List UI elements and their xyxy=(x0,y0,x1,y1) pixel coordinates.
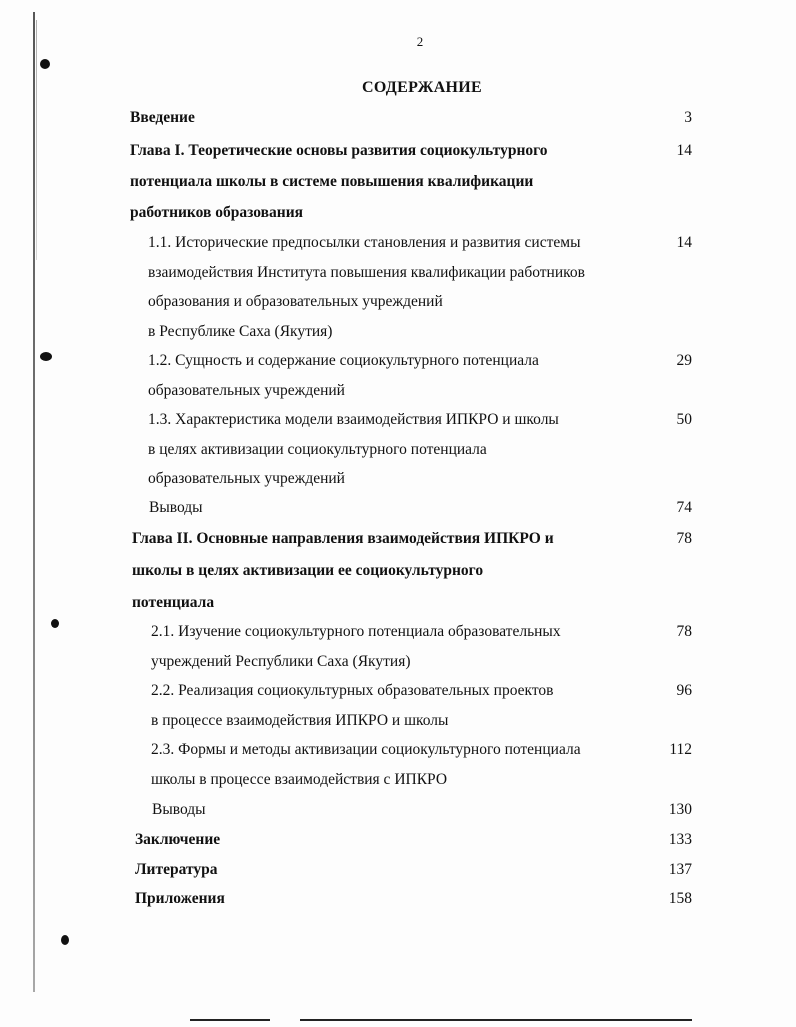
toc-entry-line: Глава I. Теоретические основы развития социокультурного xyxy=(130,142,548,159)
toc-page-number: 96 xyxy=(676,682,692,699)
punch-hole-mark xyxy=(61,935,69,945)
toc-entry-appendices xyxy=(135,884,225,914)
toc-page-number: 137 xyxy=(668,861,692,878)
toc-entry-line: школы в целях активизации ее социокультурного xyxy=(132,562,484,579)
toc-entry-section-1-3 xyxy=(148,405,559,494)
toc-entry-line: 2.3. Формы и методы активизации социокультурного потенциала xyxy=(151,741,581,758)
toc-entry-line: Выводы xyxy=(152,801,206,818)
toc-entry-line: Выводы xyxy=(149,499,203,516)
toc-entry-section-1-2 xyxy=(148,346,539,405)
toc-entry-literature xyxy=(135,855,217,885)
toc-entry-line: в целях активизации социокультурного потенциала xyxy=(148,440,487,458)
toc-entry-chapter-2 xyxy=(132,523,554,619)
toc-page-number: 78 xyxy=(676,623,692,640)
toc-entry-line: 1.3. Характеристика модели взаимодействия ИПКРО и школы xyxy=(148,411,559,428)
scan-edge-line xyxy=(190,1019,270,1021)
toc-entry-line: 2.1. Изучение социокультурного потенциала образовательных xyxy=(151,623,561,640)
toc-page-number: 112 xyxy=(669,741,692,758)
toc-page-number: 14 xyxy=(676,142,692,159)
page-number: 2 xyxy=(416,34,424,49)
toc-page-number: 3 xyxy=(684,109,692,126)
toc-entry-line: Заключение xyxy=(135,831,221,848)
binding-margin-line-faint xyxy=(36,20,37,260)
toc-entry-line: в Республике Саха (Якутия) xyxy=(148,322,333,340)
toc-entry-line: потенциала школы в системе повышения квалификации xyxy=(130,173,534,190)
toc-page-number: 74 xyxy=(676,499,692,516)
toc-entry-chapter-1-conclusions xyxy=(149,493,203,523)
toc-entry-line: школы в процессе взаимодействия с ИПКРО xyxy=(151,770,448,788)
toc-page-number: 130 xyxy=(668,801,692,818)
toc-entry-line: Введение xyxy=(130,109,195,126)
toc-entry-section-2-3 xyxy=(151,735,581,794)
toc-entry-chapter-2-conclusions xyxy=(152,795,206,825)
toc-entry-line: образовательных учреждений xyxy=(148,470,345,487)
toc-page-number: 158 xyxy=(668,890,692,907)
toc-entry-line: 1.2. Сущность и содержание социокультурного потенциала xyxy=(148,352,539,369)
toc-title: СОДЕРЖАНИЕ xyxy=(361,79,483,96)
toc-page-number: 133 xyxy=(668,831,692,848)
toc-entry-line: образовательных учреждений xyxy=(148,381,345,399)
toc-entry-section-2-1 xyxy=(151,617,561,676)
toc-entry-line: учреждений Республики Саха (Якутия) xyxy=(151,652,411,670)
toc-entry-line: 2.2. Реализация социокультурных образовательных проектов xyxy=(151,682,554,699)
toc-entry-line: в процессе взаимодействия ИПКРО и школы xyxy=(151,711,449,729)
toc-entry-line: 1.1. Исторические предпосылки становления и развития системы xyxy=(148,234,581,251)
binding-margin-line xyxy=(33,12,35,992)
toc-page-number: 14 xyxy=(676,234,692,251)
toc-page-number: 78 xyxy=(676,530,692,547)
toc-entry-intro xyxy=(130,103,195,133)
punch-hole-mark xyxy=(51,619,59,628)
toc-entry-line: работников образования xyxy=(130,204,304,221)
punch-hole-mark xyxy=(40,59,50,69)
toc-entry-section-2-2 xyxy=(151,676,553,735)
toc-page-number: 50 xyxy=(676,411,692,428)
toc-entry-line: взаимодействия Института повышения квалификации работников xyxy=(148,263,585,281)
toc-entry-line: Литература xyxy=(135,861,218,878)
toc-entry-chapter-1 xyxy=(130,135,548,228)
toc-entry-line: Глава II. Основные направления взаимодействия ИПКРО и xyxy=(132,530,554,547)
toc-page-number: 29 xyxy=(676,352,692,369)
toc-entry-line: Приложения xyxy=(135,890,225,907)
toc-entry-conclusion xyxy=(135,825,220,855)
scan-edge-line xyxy=(300,1019,692,1021)
toc-entry-line: образования и образовательных учреждений xyxy=(148,293,443,310)
toc-entry-section-1-1 xyxy=(148,228,585,346)
toc-entry-line: потенциала xyxy=(132,594,215,611)
punch-hole-mark xyxy=(40,352,52,361)
